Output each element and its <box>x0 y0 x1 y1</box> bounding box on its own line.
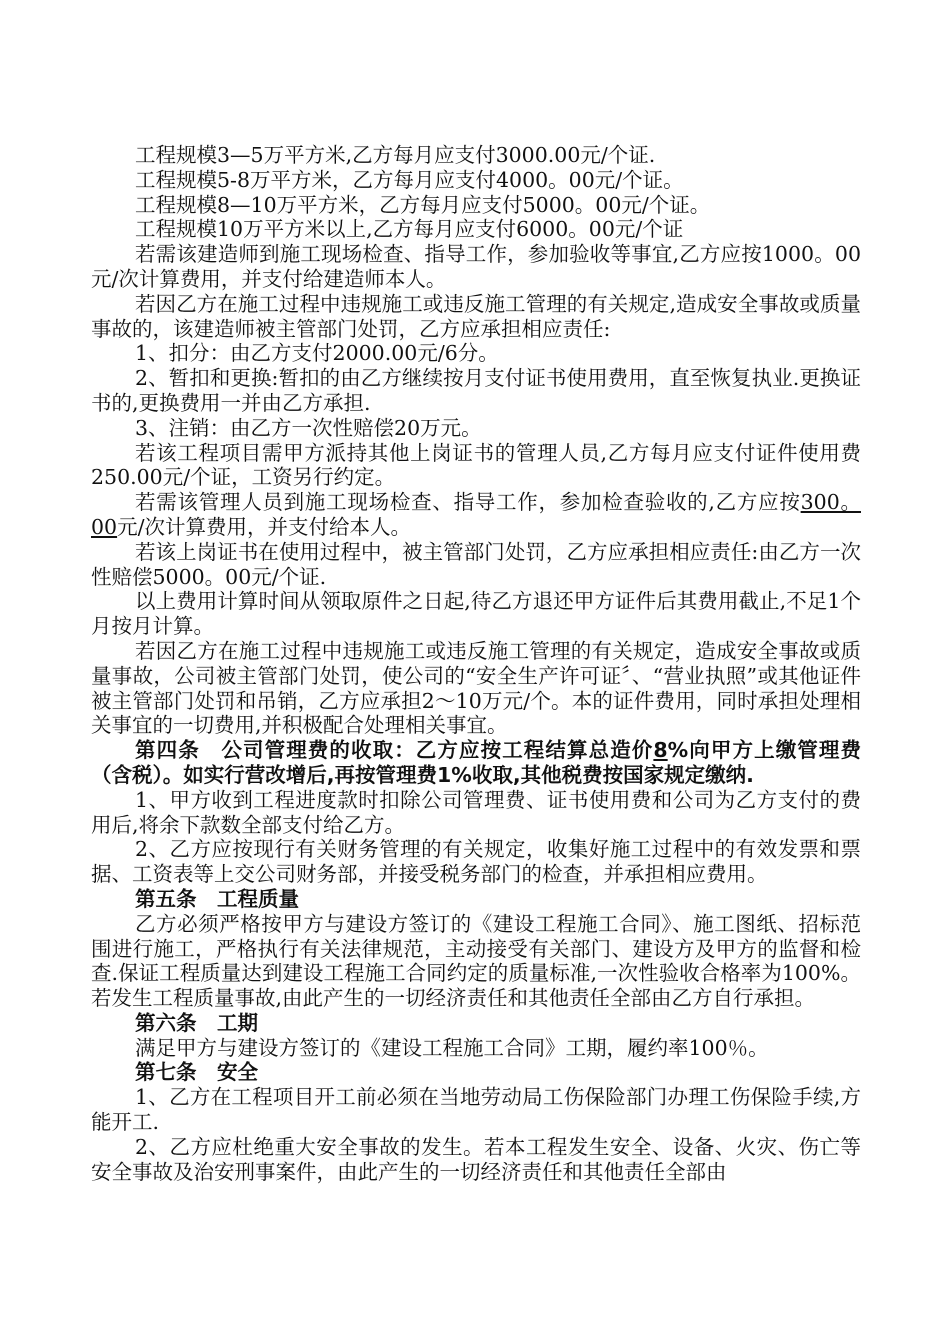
article-5-heading: 第五条 工程质量 <box>135 886 299 911</box>
paragraph-certificate-penalty: 若该上岗证书在使用过程中，被主管部门处罚，乙方应承担相应责任:由乙方一次性赔偿5000。00元/个证. <box>91 539 861 589</box>
paragraph-other-certificates: 若该工程项目需甲方派持其他上岗证书的管理人员,乙方每月应支付证件使用费250.00元/个证，工资另行约定。 <box>91 440 861 490</box>
paragraph-manager-site-visit <box>91 490 861 540</box>
list-item-deduct-points: 1、扣分：由乙方支付2000.00元/6分。 <box>135 341 499 366</box>
article-6-heading: 第六条 工期 <box>135 1010 258 1035</box>
paragraph-scale-10-plus: 工程规模10万平方米以上,乙方每月应支付6000。00元/个证 <box>135 217 684 242</box>
paragraph-violation-liability: 若因乙方在施工过程中违规施工或违反施工管理的有关规定,造成安全事故或质量事故的，该建造师被主管部门处罚，乙方应承担相应责任: <box>91 291 861 341</box>
underlined-rate: 8 <box>653 738 668 763</box>
text-segment: 元/次计算费用，并支付给本人。 <box>117 514 411 539</box>
underlined-amount: 300。00 <box>91 490 861 539</box>
paragraph-scale-5-8: 工程规模5-8万平方米，乙方每月应支付4000。00元/个证。 <box>135 167 684 192</box>
list-item-injury-insurance: 1、乙方在工程项目开工前必须在当地劳动局工伤保险部门办理工伤保险手续,方能开工. <box>91 1085 861 1135</box>
paragraph-company-penalty: 若因乙方在施工过程中违规施工或违反施工管理的有关规定，造成安全事故或质量事故，公司被主管部门处罚，使公司的“安全生产许可证〞、“营业执照”或其他证件被主管部门处罚和吊销，乙方应承担2～10万元/个。本的证件费用，同时承担处理相关事宜的一切费用,并积极配合处理相关事宜。 <box>91 638 861 738</box>
text-segment: 第四条 公司管理费的收取：乙方应按工程结算总造价 <box>135 738 654 763</box>
article-7-heading: 第七条 安全 <box>135 1060 258 1085</box>
paragraph-scale-3-5: 工程规模3—5万平方米,乙方每月应支付3000.00元/个证. <box>135 143 656 167</box>
list-item-invoices: 2、乙方应按现行有关财务管理的有关规定，收集好施工过程中的有效发票和票据、工资表等上交公司财务部，并接受税务部门的检查，并承担相应费用。 <box>91 837 861 887</box>
paragraph-fee-period: 以上费用计算时间从领取原件之日起,待乙方退还甲方证件后其费用截止,不足1个月按月计算。 <box>91 589 861 639</box>
paragraph-schedule: 满足甲方与建设方签订的《建设工程施工合同》工期，履约率100％。 <box>135 1035 769 1060</box>
list-item-safety-accidents: 2、乙方应杜绝重大安全事故的发生。若本工程发生安全、设备、火灾、伤亡等安全事故及治安刑事案件，由此产生的一切经济责任和其他责任全部由 <box>91 1134 861 1184</box>
paragraph-quality: 乙方必须严格按甲方与建设方签订的《建设工程施工合同》、施工图纸、招标范围进行施工，严格执行有关法律规范，主动接受有关部门、建设方及甲方的监督和检查.保证工程质量达到建设工程施工合同约定的质量标准,一次性验收合格率为100%。若发生工程质量事故,由此产生的一切经济责任和其他责任全部由乙方自行承担。 <box>91 911 861 1011</box>
text-segment: %向甲方上缴管理费（含税）。如实行营改增后,再按管理费1%收取,其他税费按国家规定缴纳. <box>91 738 861 787</box>
list-item-suspend-replace: 2、暂扣和更换:暂扣的由乙方继续按月支付证书使用费用，直至恢复执业.更换证书的,更换费用一并由乙方承担. <box>91 366 861 415</box>
contract-page <box>91 143 861 1184</box>
list-item-cancel: 3、注销：由乙方一次性赔偿20万元。 <box>135 415 482 440</box>
paragraph-builder-site-visit: 若需该建造师到施工现场检查、指导工作，参加验收等事宜,乙方应按1000。00元/次计算费用，并支付给建造师本人。 <box>91 242 861 291</box>
list-item-deduct-fees: 1、甲方收到工程进度款时扣除公司管理费、证书使用费和公司为乙方支付的费用后,将余下款数全部支付给乙方。 <box>91 787 861 837</box>
article-4-management-fee <box>91 738 861 788</box>
paragraph-scale-8-10: 工程规模8—10万平方米，乙方每月应支付5000。00元/个证。 <box>135 192 711 217</box>
text-segment: 若需该管理人员到施工现场检查、指导工作，参加检查验收的,乙方应按 <box>135 490 801 515</box>
